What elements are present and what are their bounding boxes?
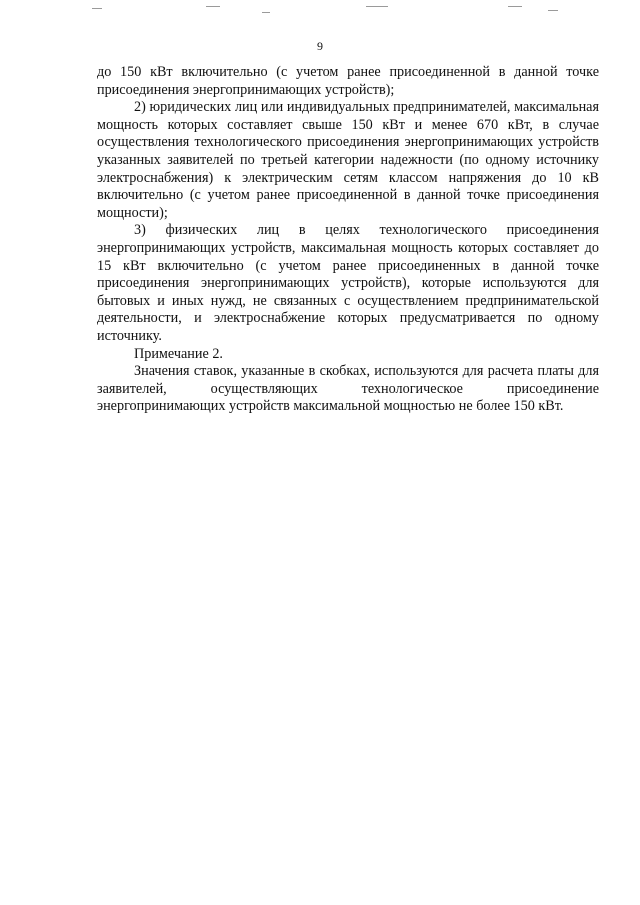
document-body [97,64,599,416]
page-number: 9 [317,39,323,53]
scan-artifacts [0,0,640,24]
paragraph-continuation: до 150 кВт включительно (с учетом ранее присоединенной в данной точке присоединения энергопринимающих устройств); [97,64,599,98]
note-heading: Примечание 2. [134,345,223,362]
note-text: Значения ставок, указанные в скобках, используются для расчета платы для заявителей, осуществляющих технологическое присоединение энергопринимающих устройств максимальной мощностью не более 150 кВт. [97,363,599,415]
paragraph-item-3-individuals: 3) физических лиц в целях технологического присоединения энергопринимающих устройств, максимальная мощность которых составляет до 15 кВт включительно (с учетом ранее присоединенных в данной точке присоединения энергопринимающих устройств), которые используются для бытовых и иных нужд, не связанных с осуществлением предпринимательской деятельности, и электроснабжение которых предусматривается по одному источнику. [97,222,599,344]
paragraph-item-2-legal-entities: 2) юридических лиц или индивидуальных предпринимателей, максимальная мощность которых составляет свыше 150 кВт и менее 670 кВт, в случае осуществления технологического присоединения энергопринимающих устройств указанных заявителей по третьей категории надежности (по одному источнику электроснабжения) к электрическим сетям классом напряжения до 10 кВ включительно (с учетом ранее присоединенной в данной точке присоединения мощности); [97,99,599,221]
